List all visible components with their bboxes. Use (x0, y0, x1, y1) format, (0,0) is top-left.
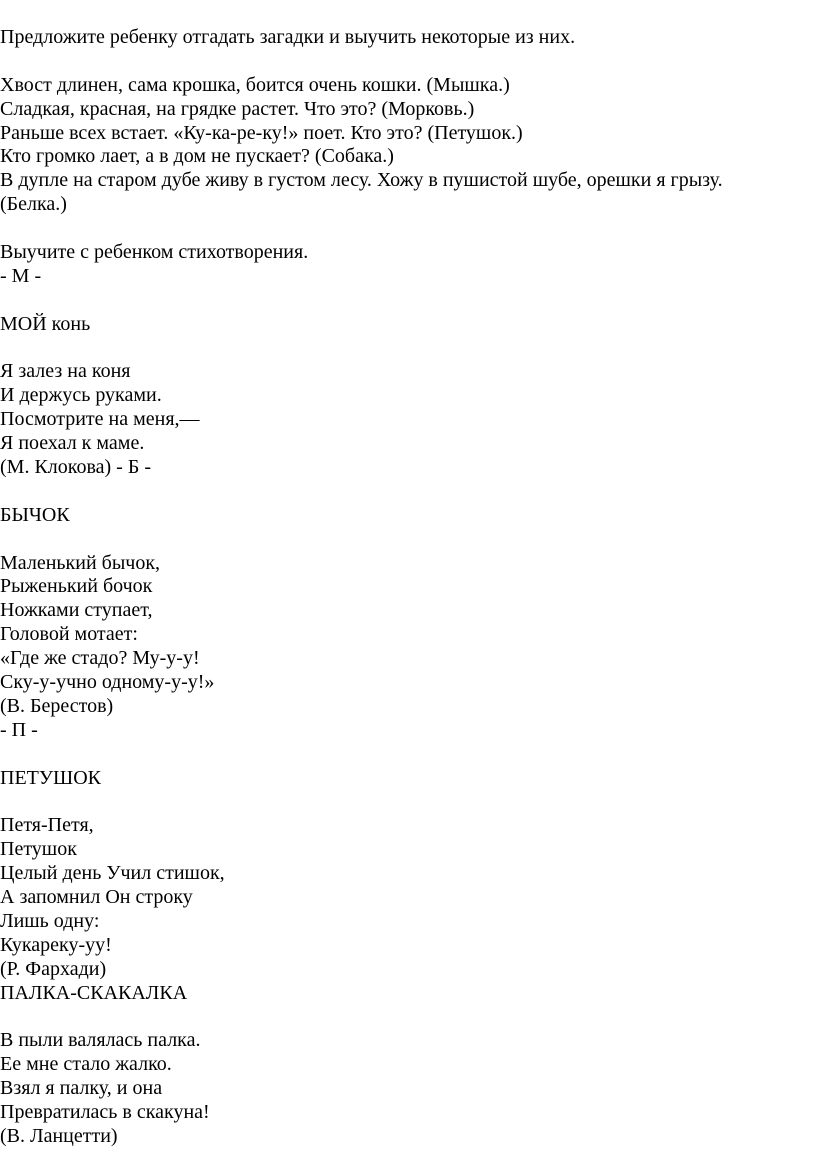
poem-title: ПАЛКА-СКАКАЛКА (0, 981, 188, 1004)
blank-line (0, 217, 810, 241)
blank-line (0, 50, 810, 74)
poem-line: Целый день Учил стишок, (0, 862, 225, 885)
poem-line: - П - (0, 718, 38, 741)
poem-line: Лишь одну: (0, 909, 100, 932)
poems-intro-text: Выучите с ребенком стихотворения. (0, 241, 309, 264)
blank-line (0, 1006, 810, 1030)
poem-line: Петя-Петя, (0, 814, 94, 837)
poem-line: Головой мотает: (0, 623, 138, 646)
poem-line: В пыли валялась палка. (0, 1029, 201, 1052)
poem-line: Я залез на коня (0, 360, 131, 383)
poem-line: И держусь руками. (0, 384, 162, 407)
blank-line (0, 337, 810, 361)
poem-line: Ску-у-учно одному-у-у!» (0, 671, 215, 694)
poem-line: Маленький бычок, (0, 551, 161, 574)
document-page (0, 26, 810, 1149)
poem-rooster (0, 767, 810, 982)
blank-line (0, 480, 810, 504)
poem-line: Ее мне стало жалко. (0, 1053, 172, 1076)
blank-line (0, 528, 810, 552)
poem-stick (0, 982, 810, 1149)
riddle-line: Раньше всех встает. «Ку-ка-ре-ку!» поет. Кто это? (Петушок.) (0, 121, 523, 144)
letter-heading-m: - М - (0, 264, 42, 287)
riddles-section (0, 74, 810, 217)
poem-bull (0, 504, 810, 743)
poem-line: Ножками ступает, (0, 599, 153, 622)
poem-line: А запомнил Он строку (0, 886, 193, 909)
riddle-line: Хвост длинен, сама крошка, боится очень кошки. (Мышка.) (0, 73, 510, 96)
poem-line: «Где же стадо? Му-у-у! (0, 647, 200, 670)
poem-line: Я поехал к маме. (0, 432, 145, 455)
poem-title: МОЙ конь (0, 312, 91, 335)
poem-line: (Р. Фархади) (0, 957, 107, 980)
blank-line (0, 791, 810, 815)
poem-title: ПЕТУШОК (0, 766, 101, 789)
riddle-line: Сладкая, красная, на грядке растет. Что это? (Морковь.) (0, 97, 475, 120)
poem-line: (В. Берестов) (0, 694, 114, 717)
poem-line: Рыженький бочок (0, 575, 153, 598)
poem-line: Посмотрите на меня,— (0, 408, 200, 431)
poem-line: (М. Клокова) - Б - (0, 456, 151, 479)
riddle-line: (Белка.) (0, 193, 67, 216)
poem-line: Петушок (0, 838, 77, 861)
poem-line: (В. Ланцетти) (0, 1124, 118, 1147)
blank-line (0, 743, 810, 767)
poem-title: БЫЧОК (0, 503, 70, 526)
poem-line: Взял я палку, и она (0, 1077, 163, 1100)
riddle-line: Кто громко лает, а в дом не пускает? (Собака.) (0, 145, 394, 168)
intro-text: Предложите ребенку отгадать загадки и выучить некоторые из них. (0, 26, 576, 48)
riddle-line: В дупле на старом дубе живу в густом лесу. Хожу в пушистой шубе, орешки я грызу. (0, 169, 723, 192)
poem-line: Превратилась в скакуна! (0, 1101, 210, 1124)
poem-line: Кукареку-уу! (0, 933, 112, 956)
blank-line (0, 289, 810, 313)
poem-horse (0, 313, 810, 480)
